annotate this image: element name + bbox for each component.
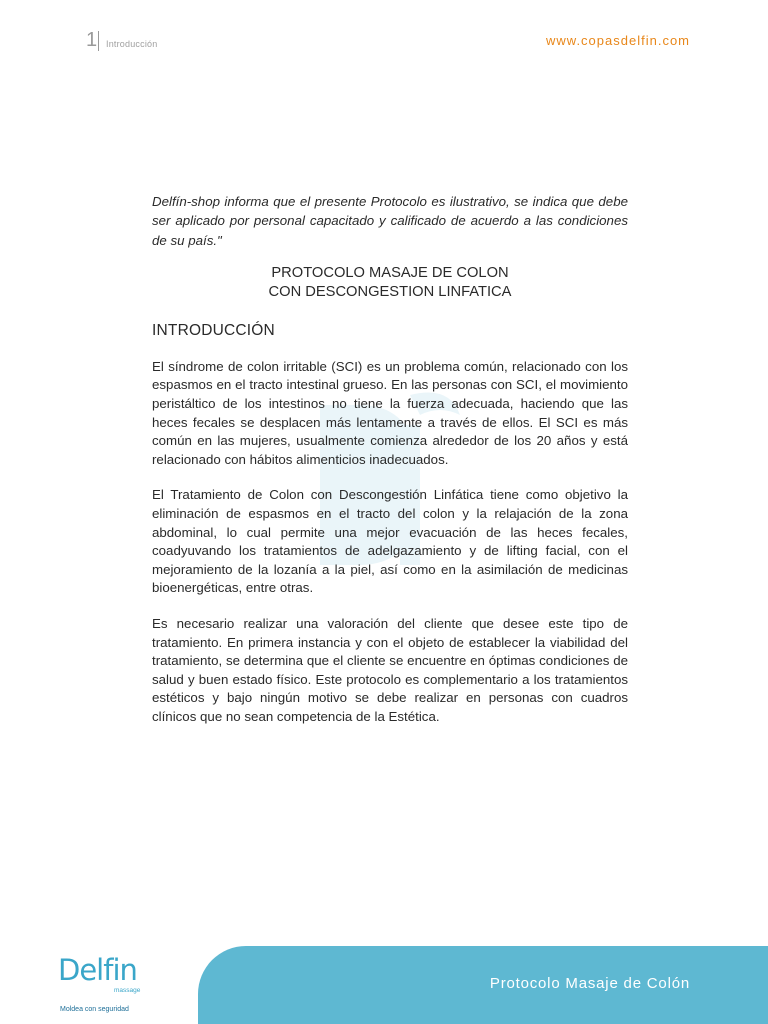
document-title <box>152 264 628 302</box>
logo-sub: massage <box>114 987 141 994</box>
section-label: Introducción <box>106 39 158 49</box>
footer-title: Protocolo Masaje de Colón <box>489 975 690 992</box>
logo-wordmark: Delfin <box>58 953 137 987</box>
title-line-1: PROTOCOLO MASAJE DE COLON <box>271 264 509 281</box>
title-line-2: CON DESCONGESTION LINFATICA <box>268 283 512 300</box>
page-number: 1 <box>86 29 98 51</box>
section-heading: INTRODUCCIÓN <box>152 321 275 339</box>
header-divider <box>98 31 99 51</box>
paragraph-2: El Tratamiento de Colon con Descongestión Linfática tiene como objetivo la eliminación de espasmos en el tracto del colon y la relajación de la zona abdominal, lo cual permite una mejor evacuación de las heces fecales, coadyuvando los tratamientos de adelgazamiento y de lifting facial, con el mejoramiento de la lozanía a la piel, así como en la asimilación de medicinas bioenergéticas, entre otras. <box>152 487 628 596</box>
delfin-logo <box>58 955 158 1015</box>
paragraph-1: El síndrome de colon irritable (SCI) es un problema común, relacionado con los espasmos en el tracto intestinal grueso. En las personas con SCI, el movimiento peristáltico de los intestinos no tiene la fuerza adecuada, haciendo que las heces fecales se desplacen más lentamente a través de ellos. El SCI es más común en las mujeres, usualmente comienza alrededor de los 20 años y está relacionado con hábitos alimenticios inadecuados. <box>152 358 628 467</box>
site-url-link[interactable]: www.copasdelfin.com <box>546 33 690 48</box>
disclaimer-text: Delfín-shop informa que el presente Protocolo es ilustrativo, se indica que debe ser aplicado por personal capacitado y calificado de acuerdo a las condiciones de su país." <box>152 194 628 248</box>
logo-tagline: Moldea con seguridad <box>60 1006 129 1013</box>
paragraph-3: Es necesario realizar una valoración del cliente que desee este tipo de tratamiento. En primera instancia y con el objeto de establecer la viabilidad del tratamiento, se determina que el cliente se encuentre en óptimas condiciones de salud y buen estado físico. Este protocolo es complementario a los tratamientos estéticos y bajo ningún motivo se debe realizar en personas con cuadros clínicos que no sean competencia de la Estética. <box>152 616 628 724</box>
document-body <box>152 192 628 744</box>
